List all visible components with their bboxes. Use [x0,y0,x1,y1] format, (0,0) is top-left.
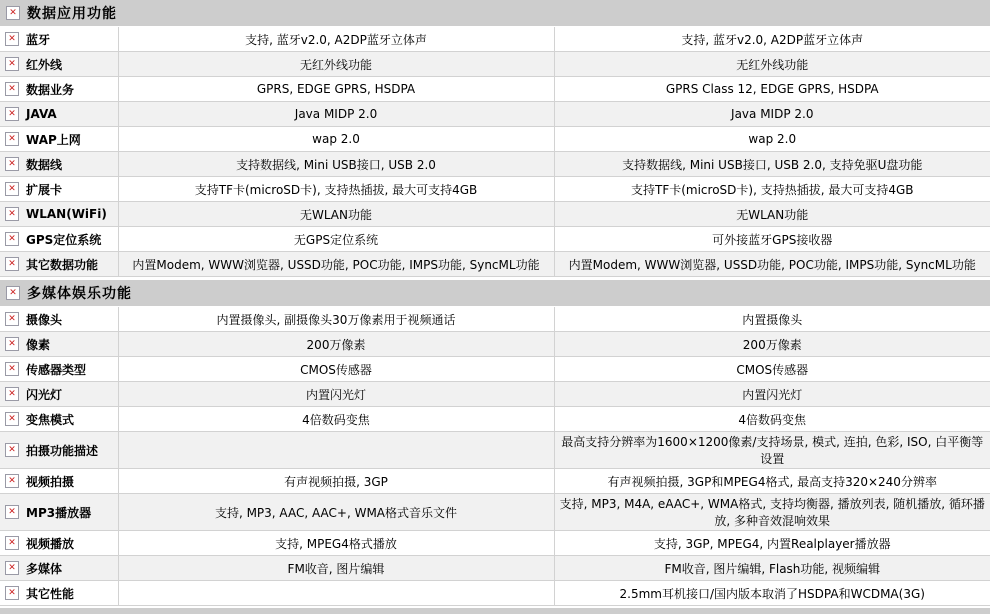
phone-a-value-cell: FM收音, 图片编辑 [118,556,554,581]
broken-image-icon: ✕ [5,232,19,246]
phone-b-value-cell: 有声视频拍摄, 3GP和MPEG4格式, 最高支持320×240分辨率 [554,469,990,494]
row-label: 拍摄功能描述 [26,443,99,458]
phone-b-value-cell: 内置Modem, WWW浏览器, USSD功能, POC功能, IMPS功能, SyncML功能 [554,252,990,277]
broken-image-icon: ✕ [5,132,19,146]
row-label: 蓝牙 [26,32,51,47]
broken-image-icon: ✕ [6,286,20,300]
phone-a-value-cell: 支持TF卡(microSD卡), 支持热插拔, 最大可支持4GB [118,177,554,202]
table-row [0,127,990,152]
phone-b-value-cell: wap 2.0 [554,127,990,152]
row-label: 摄像头 [26,312,63,327]
row-label-cell [0,152,118,177]
row-label-cell [0,581,118,606]
phone-b-value-cell: 无红外线功能 [554,52,990,77]
spec-section [0,0,990,277]
phone-a-value-cell: wap 2.0 [118,127,554,152]
section-header-partial [0,608,990,614]
phone-b-value-cell: FM收音, 图片编辑, Flash功能, 视频编辑 [554,556,990,581]
broken-image-icon: ✕ [5,312,19,326]
phone-a-value-cell: Java MIDP 2.0 [118,102,554,127]
section-header [0,280,990,307]
row-label: 变焦模式 [26,412,75,427]
phone-b-value-cell: Java MIDP 2.0 [554,102,990,127]
broken-image-icon: ✕ [5,157,19,171]
phone-a-value-cell: 支持, 蓝牙v2.0, A2DP蓝牙立体声 [118,27,554,52]
phone-b-value-cell: 4倍数码变焦 [554,407,990,432]
row-label: JAVA [26,107,57,121]
row-label-cell [0,432,118,469]
phone-a-value-cell: 支持数据线, Mini USB接口, USB 2.0 [118,152,554,177]
broken-image-icon: ✕ [5,207,19,221]
broken-image-icon: ✕ [5,474,19,488]
row-label: 红外线 [26,57,63,72]
phone-b-value-cell: 支持, 蓝牙v2.0, A2DP蓝牙立体声 [554,27,990,52]
table-row [0,77,990,102]
row-label-cell [0,382,118,407]
broken-image-icon: ✕ [5,57,19,71]
table-row [0,332,990,357]
table-row [0,469,990,494]
broken-image-icon: ✕ [5,412,19,426]
broken-image-icon: ✕ [5,32,19,46]
row-label-cell [0,52,118,77]
row-label: 扩展卡 [26,182,63,197]
row-label-cell [0,252,118,277]
row-label-cell [0,469,118,494]
phone-b-value-cell: 2.5mm耳机接口/国内版本取消了HSDPA和WCDMA(3G) [554,581,990,606]
row-label-cell [0,556,118,581]
table-row [0,407,990,432]
phone-b-value-cell: 支持, 3GP, MPEG4, 内置Realplayer播放器 [554,531,990,556]
phone-a-value-cell: 内置摄像头, 副摄像头30万像素用于视频通话 [118,307,554,332]
row-label: 闪光灯 [26,387,63,402]
phone-b-value-cell: 支持数据线, Mini USB接口, USB 2.0, 支持免驱U盘功能 [554,152,990,177]
table-row [0,52,990,77]
phone-a-value-cell [118,581,554,606]
row-label: WAP上网 [26,132,81,147]
table-row [0,494,990,531]
phone-b-value-cell: 支持TF卡(microSD卡), 支持热插拔, 最大可支持4GB [554,177,990,202]
table-row [0,252,990,277]
row-label: 像素 [26,337,51,352]
phone-a-value-cell: 支持, MPEG4格式播放 [118,531,554,556]
row-label: 数据业务 [26,82,75,97]
table-row [0,152,990,177]
row-label-cell [0,77,118,102]
table-row [0,102,990,127]
row-label-cell [0,307,118,332]
table-row [0,27,990,52]
broken-image-icon: ✕ [5,82,19,96]
phone-b-value-cell: CMOS传感器 [554,357,990,382]
broken-image-icon: ✕ [5,536,19,550]
broken-image-icon: ✕ [5,337,19,351]
row-label-cell [0,494,118,531]
table-row [0,307,990,332]
phone-b-value-cell: 可外接蓝牙GPS接收器 [554,227,990,252]
phone-b-value-cell: 支持, MP3, M4A, eAAC+, WMA格式, 支持均衡器, 播放列表, 随机播放, 循环播放, 多种音效混响效果 [554,494,990,531]
broken-image-icon: ✕ [5,561,19,575]
row-label: 其它数据功能 [26,257,99,272]
table-row [0,531,990,556]
phone-a-value-cell: 4倍数码变焦 [118,407,554,432]
row-label-cell [0,202,118,227]
table-row [0,432,990,469]
row-label: 视频播放 [26,536,75,551]
row-label-cell [0,177,118,202]
phone-b-value-cell: 200万像素 [554,332,990,357]
phone-a-value-cell [118,432,554,469]
row-label: 传感器类型 [26,362,87,377]
row-label-cell [0,531,118,556]
phone-a-value-cell: GPRS, EDGE GPRS, HSDPA [118,77,554,102]
broken-image-icon: ✕ [5,586,19,600]
row-label: MP3播放器 [26,505,92,520]
table-row [0,202,990,227]
row-label: WLAN(WiFi) [26,207,107,221]
phone-b-value-cell: 无WLAN功能 [554,202,990,227]
table-row [0,556,990,581]
broken-image-icon: ✕ [6,6,20,20]
row-label-cell [0,332,118,357]
broken-image-icon: ✕ [5,182,19,196]
row-label: 视频拍摄 [26,474,75,489]
table-row [0,581,990,606]
broken-image-icon: ✕ [5,443,19,457]
row-label-cell [0,102,118,127]
spec-rows-table [0,27,990,277]
phone-b-value-cell: 内置闪光灯 [554,382,990,407]
phone-a-value-cell: 内置闪光灯 [118,382,554,407]
spec-section [0,280,990,606]
broken-image-icon: ✕ [5,107,19,121]
spec-rows-table [0,307,990,606]
row-label: GPS定位系统 [26,232,102,247]
row-label-cell [0,127,118,152]
table-row [0,357,990,382]
broken-image-icon: ✕ [5,387,19,401]
section-title: 多媒体娱乐功能 [27,286,132,302]
phone-a-value-cell: 无WLAN功能 [118,202,554,227]
row-label: 其它性能 [26,586,75,601]
phone-b-value-cell: GPRS Class 12, EDGE GPRS, HSDPA [554,77,990,102]
broken-image-icon: ✕ [5,257,19,271]
row-label: 多媒体 [26,561,63,576]
phone-a-value-cell: 200万像素 [118,332,554,357]
phone-a-value-cell: 无GPS定位系统 [118,227,554,252]
phone-a-value-cell: CMOS传感器 [118,357,554,382]
section-header [0,0,990,27]
row-label-cell [0,227,118,252]
row-label-cell [0,27,118,52]
row-label-cell [0,407,118,432]
table-row [0,382,990,407]
table-row [0,227,990,252]
phone-a-value-cell: 支持, MP3, AAC, AAC+, WMA格式音乐文件 [118,494,554,531]
phone-a-value-cell: 有声视频拍摄, 3GP [118,469,554,494]
row-label-cell [0,357,118,382]
broken-image-icon: ✕ [5,505,19,519]
phone-b-value-cell: 最高支持分辨率为1600×1200像素/支持场景, 模式, 连拍, 色彩, ISO, 白平衡等设置 [554,432,990,469]
phone-b-value-cell: 内置摄像头 [554,307,990,332]
table-row [0,177,990,202]
broken-image-icon: ✕ [5,362,19,376]
phone-a-value-cell: 内置Modem, WWW浏览器, USSD功能, POC功能, IMPS功能, SyncML功能 [118,252,554,277]
row-label: 数据线 [26,157,63,172]
section-title: 数据应用功能 [27,6,117,22]
phone-a-value-cell: 无红外线功能 [118,52,554,77]
